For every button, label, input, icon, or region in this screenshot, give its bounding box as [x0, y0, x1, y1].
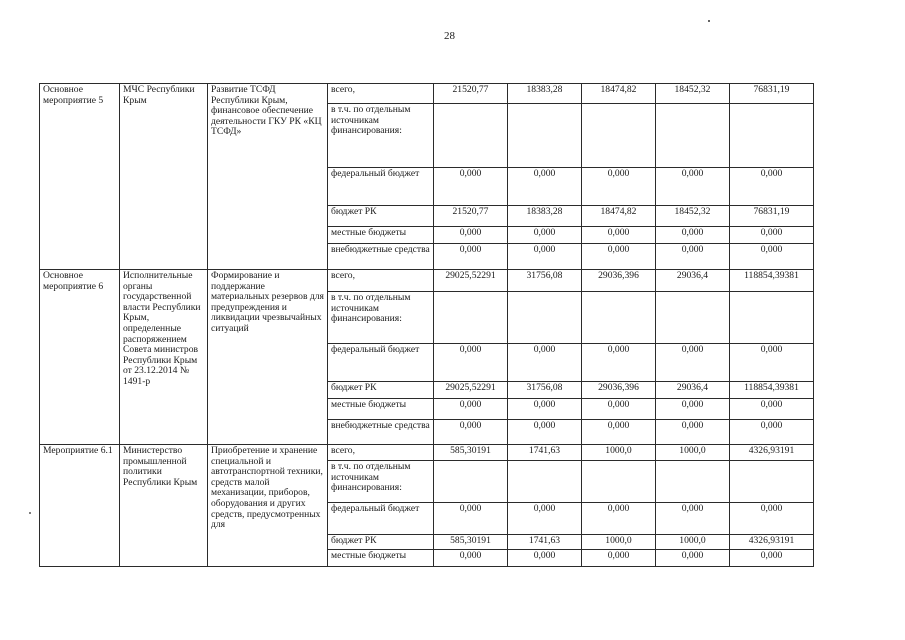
funding-source-cell: местные бюджеты	[328, 227, 434, 244]
value-cell: 0,000	[730, 399, 814, 420]
value-cell: 0,000	[434, 420, 508, 445]
value-cell	[730, 461, 814, 503]
budget-table	[39, 83, 814, 567]
value-cell: 29036,4	[656, 270, 730, 292]
table-row	[40, 270, 814, 292]
value-cell	[434, 292, 508, 344]
funding-source-cell: всего,	[328, 270, 434, 292]
value-cell: 118854,39381	[730, 382, 814, 399]
value-cell: 0,000	[656, 168, 730, 206]
value-cell: 0,000	[508, 420, 582, 445]
value-cell: 29036,4	[656, 382, 730, 399]
value-cell: 0,000	[434, 168, 508, 206]
value-cell: 18474,82	[582, 84, 656, 104]
funding-source-cell: в т.ч. по отдельным источникам финансирования:	[328, 461, 434, 503]
executor-cell: МЧС Республики Крым	[120, 84, 208, 270]
value-cell: 0,000	[582, 344, 656, 382]
value-cell: 76831,19	[730, 84, 814, 104]
value-cell: 29025,52291	[434, 270, 508, 292]
value-cell	[582, 461, 656, 503]
value-cell: 0,000	[508, 244, 582, 270]
value-cell: 0,000	[730, 420, 814, 445]
value-cell	[730, 104, 814, 168]
funding-source-cell: федеральный бюджет	[328, 168, 434, 206]
value-cell: 0,000	[508, 227, 582, 244]
value-cell: 0,000	[730, 227, 814, 244]
value-cell: 18452,32	[656, 206, 730, 227]
value-cell: 0,000	[582, 550, 656, 567]
value-cell: 1741,63	[508, 445, 582, 461]
table-body	[40, 84, 814, 567]
value-cell: 18474,82	[582, 206, 656, 227]
activity-cell: Основное мероприятие 6	[40, 270, 120, 445]
value-cell: 0,000	[434, 550, 508, 567]
table-row	[40, 84, 814, 104]
value-cell: 0,000	[508, 344, 582, 382]
value-cell: 0,000	[656, 503, 730, 535]
value-cell	[656, 104, 730, 168]
value-cell: 0,000	[434, 344, 508, 382]
value-cell: 0,000	[656, 227, 730, 244]
value-cell	[656, 292, 730, 344]
funding-source-cell: бюджет РК	[328, 206, 434, 227]
value-cell: 1000,0	[656, 445, 730, 461]
value-cell	[730, 292, 814, 344]
funding-source-cell: федеральный бюджет	[328, 344, 434, 382]
scan-speck	[29, 512, 31, 514]
value-cell: 29036,396	[582, 382, 656, 399]
funding-source-cell: в т.ч. по отдельным источникам финансирования:	[328, 292, 434, 344]
page-number: 28	[444, 30, 455, 42]
value-cell: 18452,32	[656, 84, 730, 104]
value-cell	[434, 104, 508, 168]
value-cell: 21520,77	[434, 206, 508, 227]
value-cell: 0,000	[656, 344, 730, 382]
value-cell: 0,000	[434, 503, 508, 535]
funding-source-cell: в т.ч. по отдельным источникам финансирования:	[328, 104, 434, 168]
description-cell: Развитие ТСФД Республики Крым, финансовое обеспечение деятельности ГКУ РК «КЦ ТСФД»	[208, 84, 328, 270]
description-cell: Приобретение и хранение специальной и автотранспортной техники, средств малой механизации, приборов, оборудования и других средств, предусмотренных для	[208, 445, 328, 567]
funding-source-cell: местные бюджеты	[328, 550, 434, 567]
value-cell	[508, 461, 582, 503]
value-cell: 29025,52291	[434, 382, 508, 399]
value-cell: 0,000	[508, 503, 582, 535]
value-cell: 29036,396	[582, 270, 656, 292]
value-cell	[508, 104, 582, 168]
funding-source-cell: всего,	[328, 445, 434, 461]
value-cell: 0,000	[730, 168, 814, 206]
value-cell: 0,000	[656, 244, 730, 270]
value-cell: 0,000	[730, 344, 814, 382]
scan-speck	[708, 20, 710, 22]
value-cell: 0,000	[582, 420, 656, 445]
value-cell: 0,000	[434, 399, 508, 420]
value-cell	[656, 461, 730, 503]
value-cell: 0,000	[730, 244, 814, 270]
value-cell: 21520,77	[434, 84, 508, 104]
value-cell: 0,000	[508, 168, 582, 206]
value-cell: 0,000	[582, 244, 656, 270]
value-cell: 0,000	[582, 503, 656, 535]
value-cell: 0,000	[508, 550, 582, 567]
value-cell	[582, 104, 656, 168]
activity-cell: Основное мероприятие 5	[40, 84, 120, 270]
value-cell: 4326,93191	[730, 535, 814, 550]
value-cell: 0,000	[656, 550, 730, 567]
value-cell: 1000,0	[582, 535, 656, 550]
value-cell: 585,30191	[434, 445, 508, 461]
value-cell: 18383,28	[508, 206, 582, 227]
value-cell: 0,000	[656, 420, 730, 445]
value-cell: 118854,39381	[730, 270, 814, 292]
value-cell: 0,000	[434, 227, 508, 244]
value-cell: 585,30191	[434, 535, 508, 550]
value-cell: 0,000	[656, 399, 730, 420]
value-cell	[508, 292, 582, 344]
funding-source-cell: внебюджетные средства	[328, 244, 434, 270]
value-cell	[582, 292, 656, 344]
value-cell: 1000,0	[582, 445, 656, 461]
executor-cell: Министерство промышленной политики Республики Крым	[120, 445, 208, 567]
value-cell	[434, 461, 508, 503]
value-cell: 31756,08	[508, 270, 582, 292]
executor-cell: Исполнительные органы государственной власти Республики Крым, определенные распоряжением Совета министров Республики Крым от 23.12.2014 № 1491-р	[120, 270, 208, 445]
value-cell: 0,000	[582, 399, 656, 420]
funding-source-cell: бюджет РК	[328, 382, 434, 399]
value-cell: 0,000	[508, 399, 582, 420]
funding-source-cell: бюджет РК	[328, 535, 434, 550]
value-cell: 31756,08	[508, 382, 582, 399]
value-cell: 4326,93191	[730, 445, 814, 461]
value-cell: 18383,28	[508, 84, 582, 104]
funding-source-cell: местные бюджеты	[328, 399, 434, 420]
value-cell: 0,000	[434, 244, 508, 270]
value-cell: 1741,63	[508, 535, 582, 550]
value-cell: 0,000	[730, 550, 814, 567]
value-cell: 0,000	[730, 503, 814, 535]
funding-source-cell: внебюджетные средства	[328, 420, 434, 445]
funding-source-cell: всего,	[328, 84, 434, 104]
value-cell: 1000,0	[656, 535, 730, 550]
description-cell: Формирование и поддержание материальных резервов для предупреждения и ликвидации чрезвычайных ситуаций	[208, 270, 328, 445]
value-cell: 0,000	[582, 227, 656, 244]
value-cell: 76831,19	[730, 206, 814, 227]
table-row	[40, 445, 814, 461]
value-cell: 0,000	[582, 168, 656, 206]
funding-source-cell: федеральный бюджет	[328, 503, 434, 535]
activity-cell: Мероприятие 6.1	[40, 445, 120, 567]
